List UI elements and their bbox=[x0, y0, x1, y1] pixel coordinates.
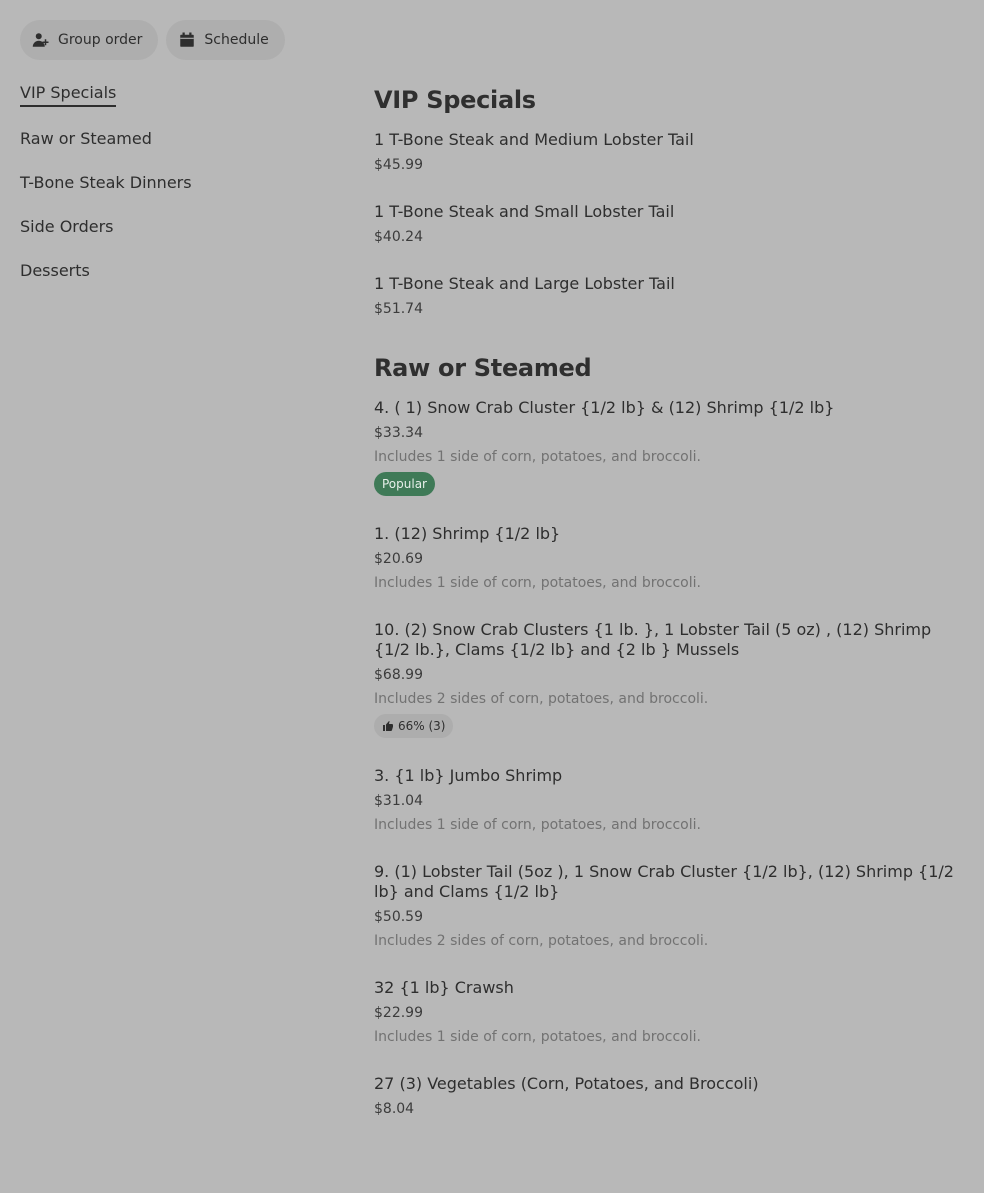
item-description: Includes 2 sides of corn, potatoes, and broccoli. bbox=[374, 933, 709, 949]
item-name: 9. (1) Lobster Tail (5oz ), 1 Snow Crab Cluster {1/2 lb}, (12) Shrimp {1/2 lb} and Clams {1/2 lb} bbox=[374, 862, 954, 901]
person-add-icon bbox=[32, 31, 50, 49]
item-list bbox=[374, 130, 959, 318]
sidebar-item-raw-or-steamed[interactable] bbox=[20, 128, 340, 172]
sidebar-item-vip-specials[interactable] bbox=[20, 82, 340, 128]
menu-section-vip-specials bbox=[374, 84, 959, 318]
item-description: Includes 1 side of corn, potatoes, and broccoli. bbox=[374, 449, 701, 465]
item-price: $8.04 bbox=[374, 1101, 415, 1117]
item-name: 4. ( 1) Snow Crab Cluster {1/2 lb} & (12) Shrimp {1/2 lb} bbox=[374, 398, 835, 417]
item-name: 3. {1 lb} Jumbo Shrimp bbox=[374, 766, 563, 785]
item-name: 10. (2) Snow Crab Clusters {1 lb. }, 1 Lobster Tail (5 oz) , (12) Shrimp {1/2 lb.}, Clams {1/2 lb} and {2 lb } Mussels bbox=[374, 620, 932, 659]
item-price: $31.04 bbox=[374, 793, 423, 809]
item-price: $40.24 bbox=[374, 229, 423, 245]
sidebar-item-label: Raw or Steamed bbox=[20, 129, 152, 148]
item-price: $50.59 bbox=[374, 909, 423, 925]
sidebar-item-label: T-Bone Steak Dinners bbox=[20, 173, 192, 192]
item-name: 1. (12) Shrimp {1/2 lb} bbox=[374, 524, 561, 543]
group-order-label: Group order bbox=[58, 32, 143, 48]
sidebar-item-desserts[interactable] bbox=[20, 260, 340, 304]
item-list bbox=[374, 398, 959, 1118]
item-price: $20.69 bbox=[374, 551, 423, 567]
item-name: 1 T-Bone Steak and Large Lobster Tail bbox=[374, 274, 675, 293]
sidebar-item-side-orders[interactable] bbox=[20, 216, 340, 260]
item-name: 32 {1 lb} Crawsh bbox=[374, 978, 514, 997]
rating-text: 66% (3) bbox=[398, 719, 446, 733]
item-name: 1 T-Bone Steak and Small Lobster Tail bbox=[374, 202, 675, 221]
sidebar-item-label: Desserts bbox=[20, 261, 90, 280]
menu-item[interactable] bbox=[374, 766, 959, 834]
popular-badge: Popular bbox=[374, 472, 435, 496]
group-order-button[interactable] bbox=[20, 20, 158, 60]
menu-section-raw-or-steamed bbox=[374, 352, 959, 1118]
menu-item[interactable] bbox=[374, 524, 959, 592]
item-description: Includes 1 side of corn, potatoes, and broccoli. bbox=[374, 1029, 701, 1045]
menu-item[interactable] bbox=[374, 862, 959, 950]
section-title: Raw or Steamed bbox=[374, 354, 592, 382]
item-name: 27 (3) Vegetables (Corn, Potatoes, and Broccoli) bbox=[374, 1074, 759, 1093]
item-description: Includes 1 side of corn, potatoes, and broccoli. bbox=[374, 817, 701, 833]
item-price: $22.99 bbox=[374, 1005, 423, 1021]
menu-item[interactable] bbox=[374, 978, 959, 1046]
menu-item[interactable] bbox=[374, 620, 959, 738]
item-description: Includes 1 side of corn, potatoes, and broccoli. bbox=[374, 575, 701, 591]
item-price: $51.74 bbox=[374, 301, 423, 317]
item-price: $45.99 bbox=[374, 157, 423, 173]
category-sidebar bbox=[20, 82, 340, 304]
schedule-button[interactable] bbox=[166, 20, 284, 60]
calendar-icon bbox=[178, 31, 196, 49]
menu-content bbox=[374, 84, 959, 1118]
menu-item[interactable] bbox=[374, 1074, 959, 1118]
top-actions bbox=[20, 20, 285, 60]
section-title: VIP Specials bbox=[374, 86, 536, 114]
item-description: Includes 2 sides of corn, potatoes, and broccoli. bbox=[374, 691, 709, 707]
item-price: $33.34 bbox=[374, 425, 423, 441]
menu-item[interactable] bbox=[374, 202, 959, 246]
item-price: $68.99 bbox=[374, 667, 423, 683]
sidebar-item-label: VIP Specials bbox=[20, 82, 116, 107]
sidebar-item-t-bone-steak-dinners[interactable] bbox=[20, 172, 340, 216]
thumbs-up-icon bbox=[382, 720, 394, 732]
menu-item[interactable] bbox=[374, 130, 959, 174]
schedule-label: Schedule bbox=[204, 32, 269, 48]
menu-item[interactable] bbox=[374, 398, 959, 496]
sidebar-item-label: Side Orders bbox=[20, 217, 114, 236]
item-name: 1 T-Bone Steak and Medium Lobster Tail bbox=[374, 130, 694, 149]
rating-badge bbox=[374, 714, 453, 738]
menu-item[interactable] bbox=[374, 274, 959, 318]
